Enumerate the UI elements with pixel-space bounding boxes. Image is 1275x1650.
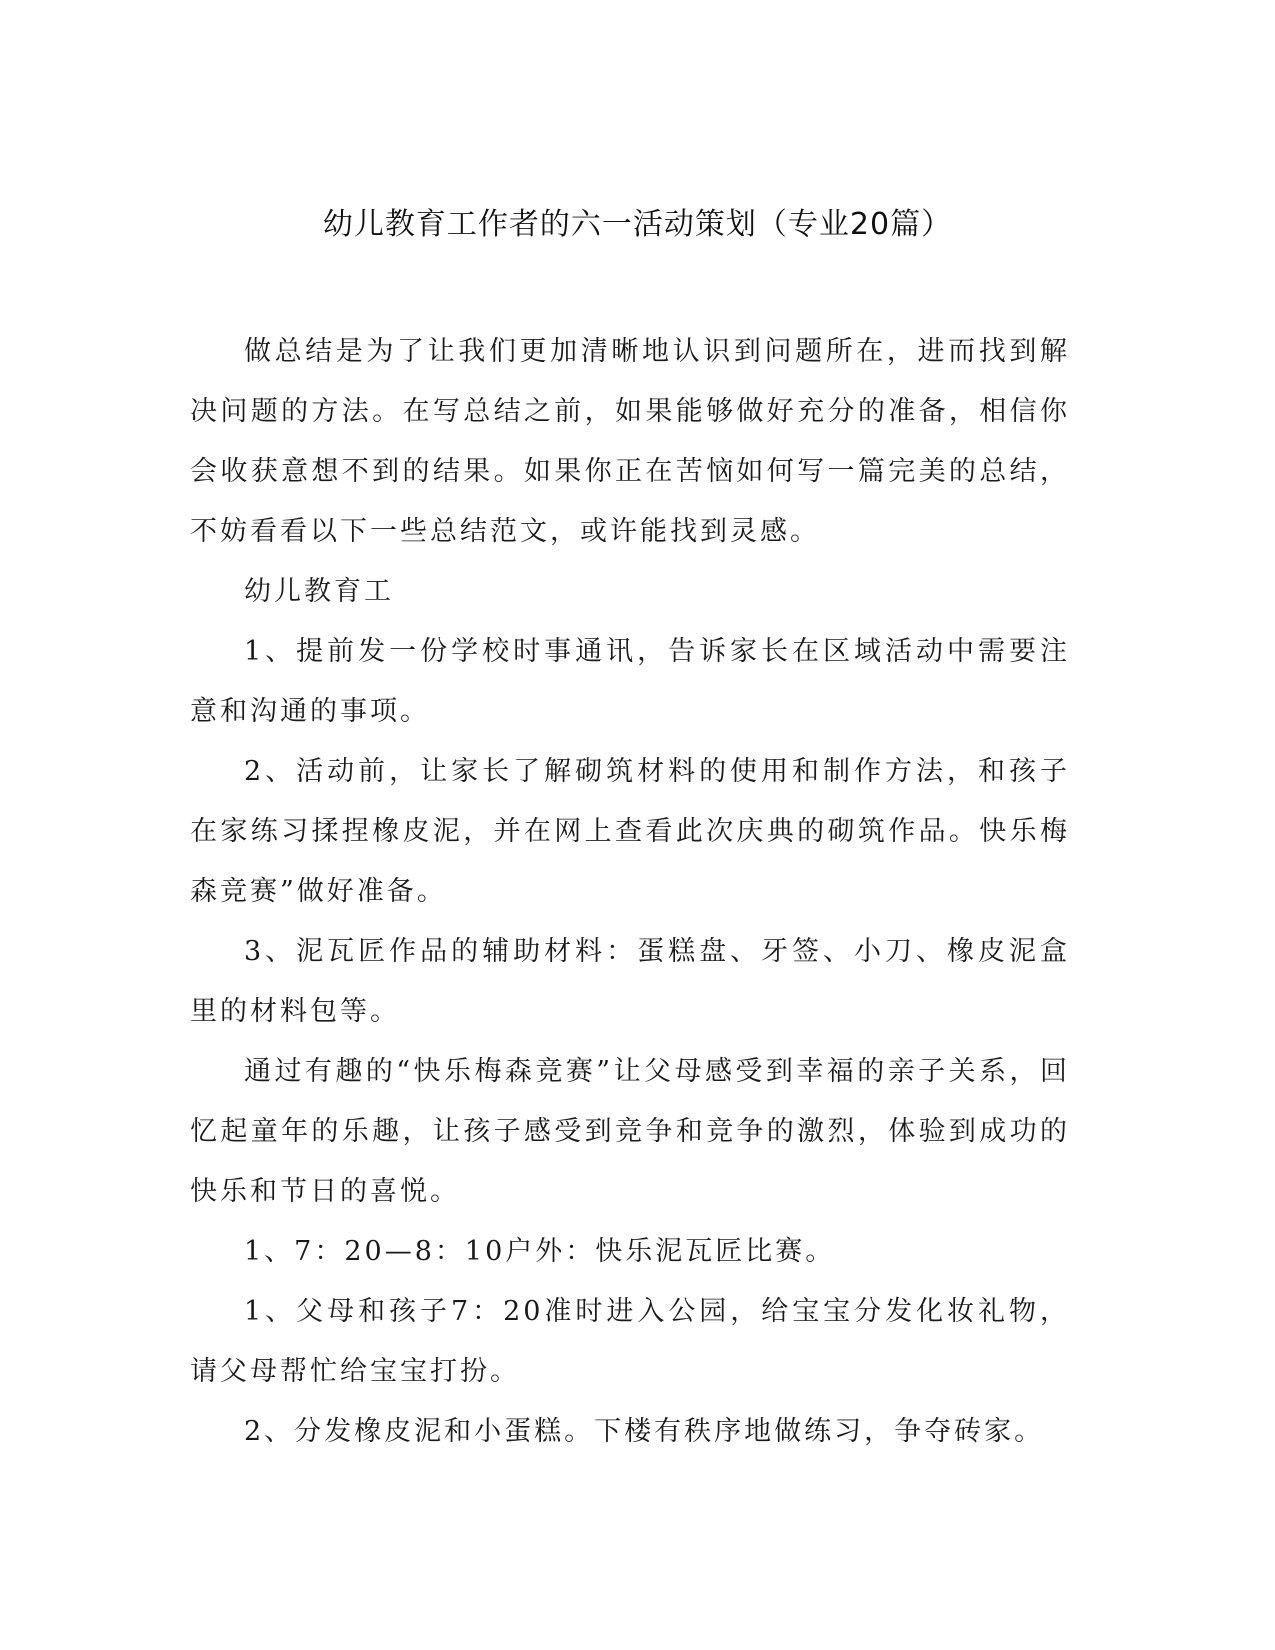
schedule-item: 1、7：20—8：10户外：快乐泥瓦匠比赛。: [244, 1236, 836, 1267]
purpose-paragraph: 通过有趣的“快乐梅森竞赛”让父母感受到幸福的亲子关系，回忆起童年的乐趣，让孩子感受到竞争和竞争的激烈，体验到成功的快乐和节日的喜悦。: [190, 1056, 1070, 1207]
list-item: 2、活动前，让家长了解砌筑材料的使用和制作方法，和孩子在家练习揉捏橡皮泥，并在网上查看此次庆典的砌筑作品。快乐梅森竞赛”做好准备。: [190, 756, 1070, 907]
list-item: 1、提前发一份学校时事通讯，告诉家长在区域活动中需要注意和沟通的事项。: [190, 636, 1070, 727]
list-item: 2、分发橡皮泥和小蛋糕。下楼有秩序地做练习，争夺砖家。: [244, 1416, 1045, 1447]
list-item: 1、父母和孩子7：20准时进入公园，给宝宝分发化妆礼物，请父母帮忙给宝宝打扮。: [190, 1296, 1070, 1387]
document-title: 幼儿教育工作者的六一活动策划（专业20篇）: [322, 207, 953, 242]
list-item: 3、泥瓦匠作品的辅助材料：蛋糕盘、牙签、小刀、橡皮泥盒里的材料包等。: [190, 936, 1070, 1027]
intro-paragraph: 做总结是为了让我们更加清晰地认识到问题所在，进而找到解决问题的方法。在写总结之前，如果能够做好充分的准备，相信你会收获意想不到的结果。如果你正在苦恼如何写一篇完美的总结，不妨看看以下一些总结范文，或许能找到灵感。: [190, 336, 1070, 547]
section-heading: 幼儿教育工: [244, 576, 394, 607]
document-body: [190, 322, 1070, 1462]
